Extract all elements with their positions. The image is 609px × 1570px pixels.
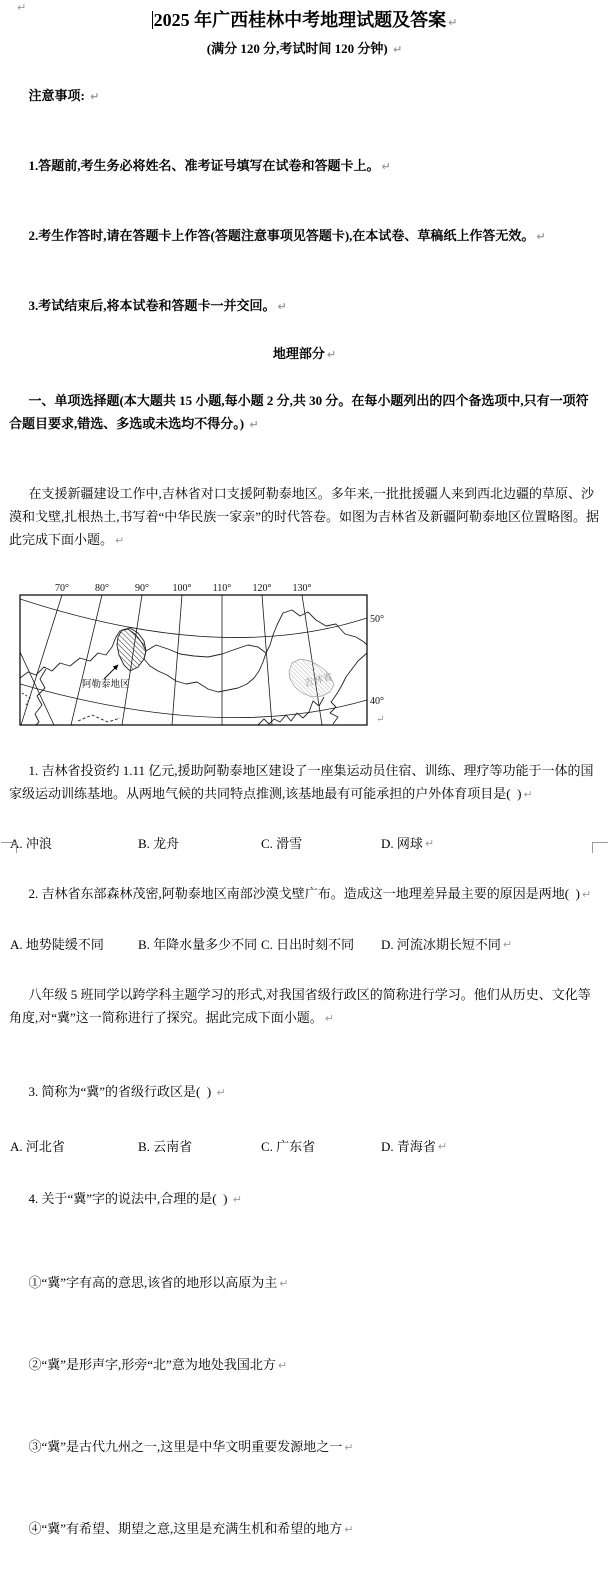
option-2b: B. 年降水量多少不同: [138, 937, 258, 952]
paragraph-mark: ↵: [581, 888, 592, 901]
paragraph-mark: ↵: [324, 1012, 335, 1025]
paragraph-mark: ↵: [17, 1, 27, 14]
paragraph-mark: ↵: [326, 348, 337, 361]
option-1b: B. 龙舟: [138, 836, 180, 851]
longitude-label-70: 70°: [55, 583, 69, 594]
question-1-stem: [9, 736, 600, 829]
notice-item-2-text: 2.考生作答时,请在答题卡上作答(答题注意事项见答题卡),在本试卷、草稿纸上作答无效。: [28, 228, 535, 243]
longitude-label-90: 90°: [135, 583, 149, 594]
section-instruction-line: [9, 366, 600, 459]
paragraph-mark: ↵: [448, 16, 458, 29]
longitude-label-100: 100°: [172, 583, 192, 594]
statement-3-text: ③“冀”是古代九州之一,这里是中华文明重要发源地之一: [28, 1439, 343, 1454]
passage-2-text: 八年级 5 班同学以跨学科主题学习的形式,对我国省级行政区的简称进行学习。他们从历史、文化等角度,对“冀”这一简称进行了探究。据此完成下面小题。: [9, 987, 591, 1025]
paragraph-mark: ↵: [437, 1140, 448, 1153]
notice-item-3-text: 3.考试结束后,将本试卷和答题卡一并交回。: [28, 298, 276, 313]
latitude-label-50: 50°: [370, 614, 384, 625]
paragraph-mark: ↵: [277, 1359, 288, 1372]
paragraph-mark: ↵: [249, 418, 259, 431]
option-3a: A. 河北省: [10, 1139, 65, 1154]
question-2-options: [9, 933, 600, 956]
question-4-statement-2: [9, 1324, 600, 1406]
longitude-label-80: 80°: [95, 583, 109, 594]
question-4-text: 4. 关于“冀”字的说法中,合理的是( ): [28, 1191, 228, 1206]
question-1-text: 1. 吉林省投资约 1.11 亿元,援助阿勒泰地区建设了一座集运动员住宿、训练、理疗等功能于一体的国家级运动训练基地。从两地气候的共同特点推测,该基地最有可能承担的户外体育项目是( ): [9, 763, 594, 801]
notice-heading-line: [9, 61, 600, 131]
statement-4-text: ④“冀”有希望、期望之意,这里是充满生机和希望的地方: [28, 1521, 343, 1536]
paragraph-mark: ↵: [277, 300, 287, 313]
paragraph-mark: ↵: [90, 90, 100, 103]
notice-item-1-text: 1.答题前,考生务必将姓名、准考证号填写在试卷和答题卡上。: [28, 158, 380, 173]
paragraph-mark: ↵: [536, 230, 546, 243]
question-2-stem: [9, 859, 600, 929]
document-subtitle-line: [9, 37, 600, 61]
question-2-text: 2. 吉林省东部森林茂密,阿勒泰地区南部沙漠戈壁广布。造成这一地理差异最主要的原因是两地( ): [28, 886, 580, 901]
question-4-stem: [9, 1164, 600, 1234]
paragraph-mark: ↵: [344, 1441, 354, 1454]
option-1c: C. 滑雪: [261, 836, 303, 851]
section-instruction: 一、单项选择题(本大题共 15 小题,每小题 2 分,共 30 分。在每小题列出的四个备选项中,只有一项符合题目要求,错选、多选或未选均不得分。): [9, 393, 589, 431]
paragraph-mark: ↵: [115, 534, 125, 547]
longitude-labels: [55, 583, 312, 594]
option-2c: C. 日出时刻不同: [261, 937, 355, 952]
notice-item-3: [9, 271, 600, 341]
longitude-label-110: 110°: [212, 583, 232, 594]
document-title: 2025 年广西桂林中考地理试题及答案: [153, 10, 447, 30]
highlighted-regions: [117, 628, 334, 697]
option-2a: A. 地势陡缓不同: [10, 937, 104, 952]
question-3-text: 3. 简称为“冀”的省级行政区是( ): [28, 1084, 212, 1099]
document-title-line: [9, 8, 600, 35]
question-3-stem: [9, 1057, 600, 1127]
paragraph-mark: ↵: [381, 160, 391, 173]
notice-item-1: [9, 131, 600, 201]
question-3-options: [9, 1135, 600, 1158]
text-cursor: [152, 11, 153, 29]
paragraph-mark: ↵: [502, 938, 513, 951]
notice-item-2: [9, 201, 600, 271]
longitude-label-130: 130°: [292, 583, 312, 594]
question-4-statement-3: [9, 1406, 600, 1488]
option-3d: D. 青海省: [381, 1139, 436, 1154]
option-2d: D. 河流冰期长短不同: [381, 937, 501, 952]
paragraph-mark: ↵: [392, 43, 403, 56]
altay-region-shape: [117, 628, 146, 671]
paragraph-mark: ↵: [424, 837, 435, 850]
notice-heading: 注意事项:: [28, 88, 85, 103]
jilin-region-label: 吉林省: [303, 672, 334, 690]
statement-1-text: ①“冀”字有高的意思,该省的地形以高原为主: [28, 1275, 278, 1290]
paragraph-mark: ↵: [216, 1086, 226, 1099]
map-figure: [18, 580, 400, 732]
altay-region-label: 阿勒泰地区: [82, 680, 130, 690]
part-title: 地理部分: [272, 346, 325, 361]
paragraph-mark: ↵: [232, 1193, 242, 1206]
map-graticule: [20, 595, 367, 725]
document-subtitle: (满分 120 分,考试时间 120 分钟): [206, 41, 388, 56]
latitude-labels: [370, 614, 384, 707]
paragraph-mark: ↵: [376, 714, 385, 725]
passage-2: [9, 960, 600, 1053]
paragraph-mark: ↵: [344, 1523, 354, 1536]
paragraph-mark: ↵: [523, 788, 533, 801]
question-4-statement-4: [9, 1488, 600, 1570]
statement-2-text: ②“冀”是形声字,形旁“北”意为地处我国北方: [28, 1357, 276, 1372]
location-sketch-map: [18, 580, 400, 732]
part-title-line: [9, 342, 600, 366]
option-1a: A. 冲浪: [10, 836, 52, 851]
option-1d: D. 网球: [381, 836, 423, 851]
question-1-options: [9, 832, 600, 855]
passage-1: [9, 459, 600, 575]
paragraph-mark: ↵: [279, 1277, 289, 1290]
passage-1-text: 在支援新疆建设工作中,吉林省对口支援阿勒泰地区。多年来,一批批援疆人来到西北边疆的草原、沙漠和戈壁,扎根热土,书写着“中华民族一家亲”的时代答卷。如图为吉林省及新疆阿勒泰地区位置略图。据此完成下面小题。: [9, 486, 600, 547]
latitude-label-40: 40°: [370, 696, 384, 707]
text-boundary-mark-left: [1, 842, 17, 853]
option-3b: B. 云南省: [138, 1139, 193, 1154]
longitude-label-120: 120°: [252, 583, 272, 594]
question-4-statement-1: [9, 1242, 600, 1324]
text-boundary-mark-right: [592, 842, 608, 853]
altay-leader-arrow: [104, 665, 118, 679]
option-3c: C. 广东省: [261, 1139, 316, 1154]
